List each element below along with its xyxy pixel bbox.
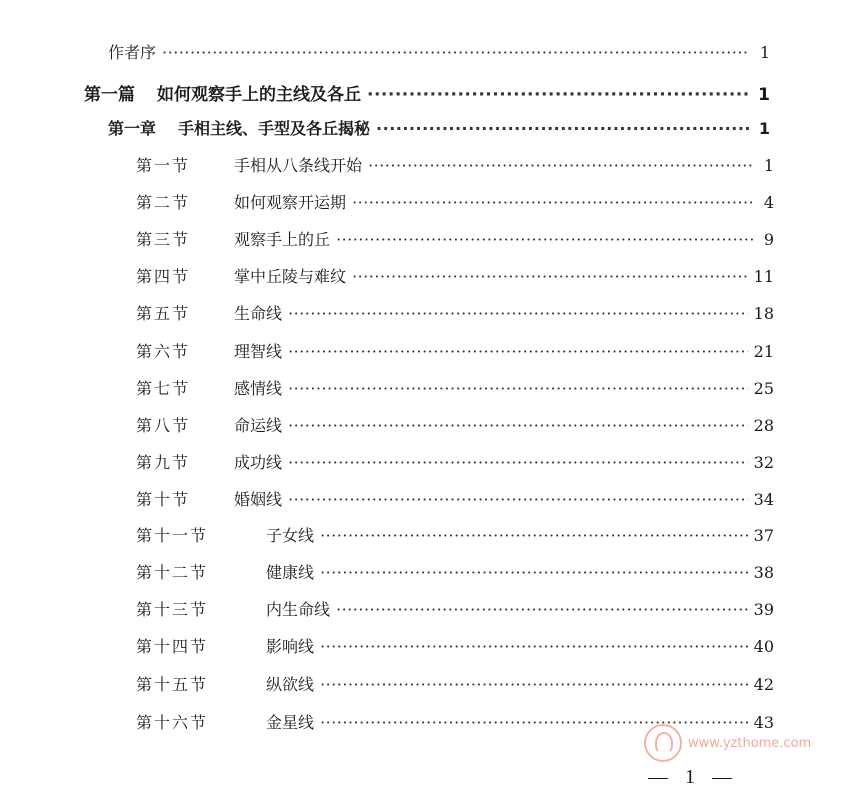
- section-label: 第十六节: [136, 713, 209, 732]
- entry-page: 1: [758, 85, 770, 105]
- dot-leader: [376, 119, 750, 138]
- toc-entry-section[interactable]: [136, 227, 774, 250]
- section-page: 4: [763, 193, 774, 212]
- section-page: 9: [763, 230, 774, 249]
- section-title: 成功线: [234, 453, 283, 472]
- section-label: 第九节: [136, 453, 191, 472]
- dot-leader: [162, 43, 750, 62]
- section-page: 34: [753, 490, 774, 509]
- entry-page: 1: [759, 43, 770, 62]
- section-title: 子女线: [266, 526, 315, 545]
- section-title: 影响线: [266, 637, 315, 656]
- section-page: 11: [753, 267, 774, 286]
- section-page: 42: [753, 675, 774, 694]
- watermark-text: www.yzthome.com: [688, 735, 812, 751]
- dot-leader: [288, 379, 748, 398]
- chapter-label: 第一章: [108, 119, 157, 138]
- site-watermark: [644, 724, 811, 762]
- entry-title: 作者序: [108, 43, 157, 62]
- dot-leader: [336, 600, 748, 619]
- section-page: 37: [753, 526, 774, 545]
- section-title: 命运线: [234, 416, 283, 435]
- section-title: 观察手上的丘: [234, 230, 331, 249]
- dot-leader: [352, 267, 748, 286]
- section-label: 第四节: [136, 267, 191, 286]
- section-page: 18: [753, 304, 774, 323]
- toc-entry-section[interactable]: [136, 153, 774, 176]
- section-label: 第五节: [136, 304, 191, 323]
- section-label: 第二节: [136, 193, 191, 212]
- dot-leader: [288, 490, 748, 509]
- section-page: 28: [753, 416, 774, 435]
- section-label: 第十四节: [136, 637, 209, 656]
- section-label: 第十节: [136, 490, 191, 509]
- dot-leader: [336, 230, 754, 249]
- toc-entry-chapter[interactable]: [108, 116, 770, 139]
- section-title: 纵欲线: [266, 675, 315, 694]
- section-title: 内生命线: [266, 600, 331, 619]
- section-page: 1: [763, 156, 774, 175]
- toc-entry-part[interactable]: [84, 80, 770, 105]
- section-label: 第七节: [136, 379, 191, 398]
- dot-leader: [352, 193, 754, 212]
- section-label: 第一节: [136, 156, 191, 175]
- section-label: 第十五节: [136, 675, 209, 694]
- section-label: 第十一节: [136, 526, 209, 545]
- section-page: 32: [753, 453, 774, 472]
- dot-leader: [288, 304, 748, 323]
- dot-leader: [288, 342, 748, 361]
- chapter-title: 手相主线、手型及各丘揭秘: [178, 119, 371, 138]
- section-page: 40: [753, 637, 774, 656]
- page-number: — 1 —: [648, 766, 738, 788]
- section-label: 第十三节: [136, 600, 209, 619]
- section-page: 38: [753, 563, 774, 582]
- section-page: 21: [753, 342, 774, 361]
- dot-leader: [288, 416, 748, 435]
- dot-leader: [320, 675, 748, 694]
- toc-entry-section[interactable]: [136, 376, 774, 399]
- dot-leader: [320, 637, 748, 656]
- toc-entry-section[interactable]: [136, 487, 774, 510]
- dot-leader: [367, 85, 750, 105]
- part-title: 如何观察手上的主线及各丘: [157, 85, 361, 105]
- section-title: 生命线: [234, 304, 283, 323]
- toc-entry-section[interactable]: [136, 190, 774, 213]
- section-label: 第六节: [136, 342, 191, 361]
- section-title: 理智线: [234, 342, 283, 361]
- toc-entry-section[interactable]: [136, 523, 774, 546]
- entry-page: 1: [758, 119, 770, 138]
- section-label: 第十二节: [136, 563, 209, 582]
- toc-entry-section[interactable]: [136, 264, 774, 287]
- section-title: 感情线: [234, 379, 283, 398]
- part-label: 第一篇: [84, 85, 135, 105]
- section-page: 39: [753, 600, 774, 619]
- section-label: 第八节: [136, 416, 191, 435]
- section-title: 手相从八条线开始: [234, 156, 363, 175]
- section-title: 婚姻线: [234, 490, 283, 509]
- dot-leader: [288, 453, 748, 472]
- section-title: 金星线: [266, 713, 315, 732]
- section-title: 健康线: [266, 563, 315, 582]
- dot-leader: [320, 526, 748, 545]
- toc-entry-section[interactable]: [136, 672, 774, 695]
- toc-entry-section[interactable]: [136, 301, 774, 324]
- toc-entry-section[interactable]: [136, 413, 774, 436]
- dot-leader: [320, 563, 748, 582]
- toc-entry-section[interactable]: [136, 339, 774, 362]
- section-title: 如何观察开运期: [234, 193, 347, 212]
- section-page: 25: [753, 379, 774, 398]
- dot-leader: [368, 156, 754, 175]
- section-page: 43: [753, 713, 774, 732]
- toc-entry-preface[interactable]: [108, 40, 770, 63]
- toc-entry-section[interactable]: [136, 597, 774, 620]
- section-label: 第三节: [136, 230, 191, 249]
- section-title: 掌中丘陵与难纹: [234, 267, 347, 286]
- toc-entry-section[interactable]: [136, 634, 774, 657]
- swirl-logo-icon: [644, 724, 682, 762]
- toc-entry-section[interactable]: [136, 560, 774, 583]
- toc-entry-section[interactable]: [136, 450, 774, 473]
